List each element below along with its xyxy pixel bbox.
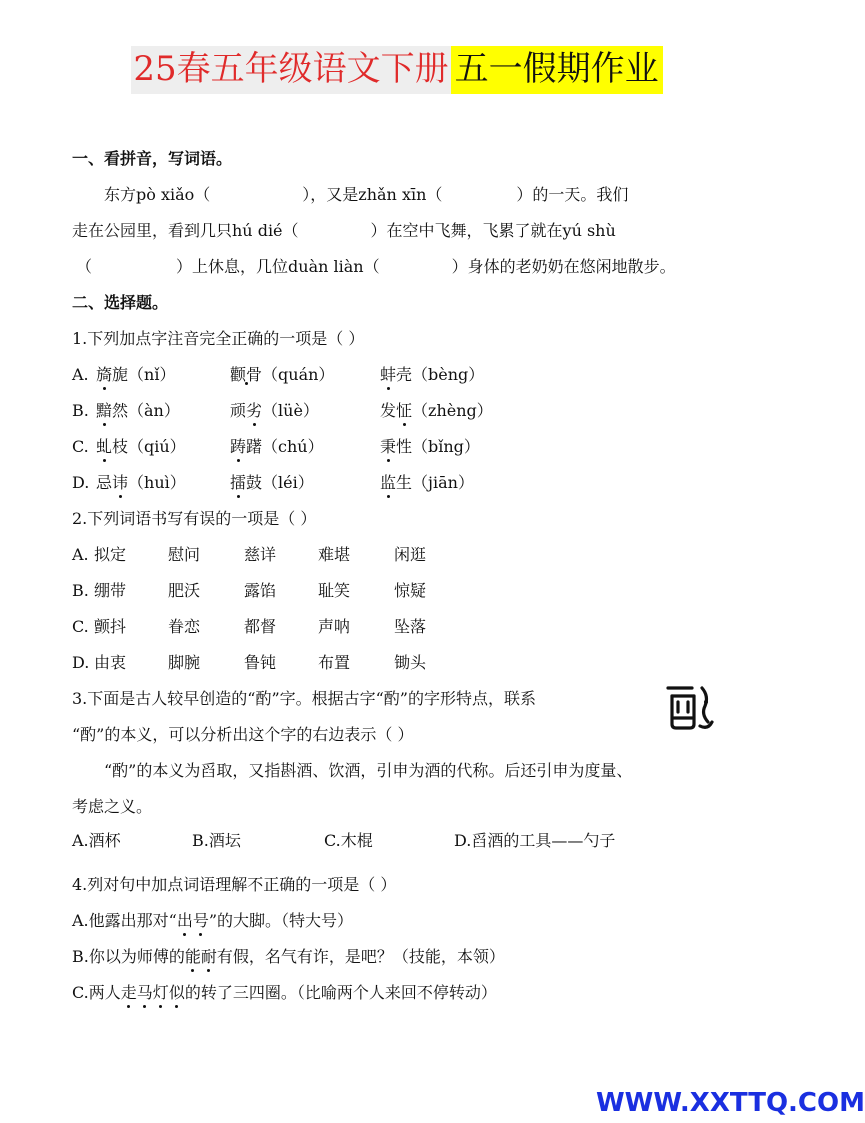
dotted-word: [121, 983, 185, 1002]
word-item: 颤抖: [94, 617, 127, 636]
q3-note-line1: “酌”的本义为舀取，又指斟酒、饮酒，引申为酒的代称。后还引申为度量、: [104, 761, 633, 780]
option-label: D.: [72, 653, 90, 672]
q4-option-a[interactable]: [72, 908, 353, 931]
section2-heading: 二、选择题。: [72, 293, 169, 312]
q2-option-c[interactable]: [72, 614, 426, 637]
word-item: 露馅: [244, 581, 277, 600]
q2-option-a[interactable]: [72, 542, 426, 565]
section1-line2: [72, 218, 616, 241]
text-segment: 走在公园里，看到几只hú dié（: [72, 221, 299, 240]
q3-option-b[interactable]: B.酒坛: [192, 831, 241, 850]
word-item: 耻笑: [318, 581, 351, 600]
word-item: 声呐: [318, 617, 351, 636]
page-title: [131, 46, 662, 94]
title-part2: 五一假期作业: [451, 46, 663, 94]
q3-option-c[interactable]: C.木棍: [324, 831, 373, 850]
word-item: 监生（jiān）: [380, 470, 474, 493]
text-segment: ）身体的老奶奶在悠闲地散步。: [451, 257, 676, 276]
word-item: 顽劣（lüè）: [230, 398, 380, 421]
text-segment: B.你以为师傅的: [72, 947, 185, 966]
text-segment: ”的大脚。（特大号）: [208, 911, 354, 930]
word-item: 踌躇（chú）: [230, 434, 380, 457]
q3-stem-line1: 3.下面是古人较早创造的“酌”字。根据古字“酌”的字形特点，联系: [72, 689, 536, 708]
q3-stem-line2: “酌”的本义，可以分析出这个字的右边表示（ ）: [72, 725, 414, 744]
dotted-char: 能: [185, 944, 201, 967]
word-item: 眷恋: [168, 617, 201, 636]
word-item: 锄头: [394, 653, 427, 672]
word-item: 闲逛: [394, 545, 427, 564]
site-watermark[interactable]: WWW.XXTTQ.COM: [596, 1088, 865, 1118]
dotted-word: [177, 911, 209, 930]
word-item: 都督: [244, 617, 277, 636]
q4-option-b[interactable]: [72, 944, 505, 967]
word-item: 秉性（bǐng）: [380, 434, 480, 457]
q1-option-b[interactable]: B. 黯然（àn） 顽劣（lüè） 发怔（zhèng）: [72, 398, 493, 421]
word-item: 绷带: [94, 581, 127, 600]
word-item: 布置: [318, 653, 351, 672]
dotted-word: [185, 947, 217, 966]
q1-option-c[interactable]: C. 虬枝（qiú） 踌躇（chú） 秉性（bǐng）: [72, 434, 480, 457]
word-item: 黯然（àn）: [48, 398, 230, 421]
q3-option-d[interactable]: D.舀酒的工具——勺子: [454, 831, 616, 850]
text-segment: 东方pò xiǎo（: [104, 185, 211, 204]
section1-heading: 一、看拼音，写词语。: [72, 149, 233, 168]
word-item: 擂鼓（léi）: [230, 470, 380, 493]
word-item: 惊疑: [394, 581, 427, 600]
dotted-char: 马: [137, 980, 153, 1003]
q1-option-a[interactable]: A. 旖旎（nǐ） 颧骨（quán） 蚌壳（bèng）: [72, 362, 484, 385]
q4-stem: 4.列对句中加点词语理解不正确的一项是（ ）: [72, 875, 397, 894]
ancient-character-zhuo-icon: [662, 680, 716, 734]
q2-stem: 2.下列词语书写有误的一项是（ ）: [72, 509, 317, 528]
dotted-char: 似: [169, 980, 185, 1003]
word-item: 旖旎（nǐ）: [48, 362, 230, 385]
section1-line3: [76, 254, 676, 277]
text-segment: 的转了三四圈。（比喻两个人来回不停转动）: [184, 983, 497, 1002]
dotted-char: 灯: [153, 980, 169, 1003]
q1-option-d[interactable]: D. 忌讳（huì） 擂鼓（léi） 监生（jiān）: [72, 470, 474, 493]
dotted-char: 号: [193, 908, 209, 931]
word-item: 肥沃: [168, 581, 201, 600]
text-segment: ）在空中飞舞，飞累了就在yú shù: [370, 221, 616, 240]
text-segment: ）上休息，几位duàn liàn（: [176, 257, 380, 276]
option-label: A.: [72, 545, 89, 564]
word-item: 坠落: [394, 617, 427, 636]
word-item: 脚腕: [168, 653, 201, 672]
word-item: 慰问: [168, 545, 201, 564]
text-segment: （: [76, 257, 93, 276]
q1-stem: 1.下列加点字注音完全正确的一项是（ ）: [72, 329, 365, 348]
text-segment: 有假，名气有诈，是吧？（技能，本领）: [216, 947, 505, 966]
dotted-char: 出: [177, 908, 193, 931]
q4-option-c[interactable]: [72, 980, 497, 1003]
q2-option-d[interactable]: [72, 650, 426, 673]
word-item: 慈详: [244, 545, 277, 564]
dotted-char: 走: [121, 980, 137, 1003]
word-item: 蚌壳（bèng）: [380, 362, 484, 385]
text-segment: ），又是zhǎn xīn（: [302, 185, 443, 204]
word-item: 由衷: [94, 653, 127, 672]
q3-option-a[interactable]: A.酒杯: [72, 831, 121, 850]
word-item: 鲁钝: [244, 653, 277, 672]
dotted-char: 耐: [201, 944, 217, 967]
q3-options: [72, 828, 615, 851]
word-item: 颧骨（quán）: [230, 365, 335, 384]
option-label: C.: [72, 617, 89, 636]
word-item: 拟定: [94, 545, 127, 564]
word-item: 难堪: [318, 545, 351, 564]
word-item: 虬枝（qiú）: [48, 434, 230, 457]
text-segment: C.两人: [72, 983, 121, 1002]
section1-line1: [104, 182, 628, 205]
text-segment: A.他露出那对“: [72, 911, 177, 930]
text-segment: ）的一天。我们: [516, 185, 629, 204]
q2-option-b[interactable]: [72, 578, 426, 601]
word-item: 忌讳（huì）: [48, 470, 230, 493]
q3-note-line2: 考虑之义。: [72, 797, 153, 816]
option-label: B.: [72, 581, 89, 600]
word-item: 发怔（zhèng）: [380, 398, 493, 421]
title-bar: [0, 46, 794, 94]
title-part1: 25春五年级语文下册: [131, 46, 450, 94]
